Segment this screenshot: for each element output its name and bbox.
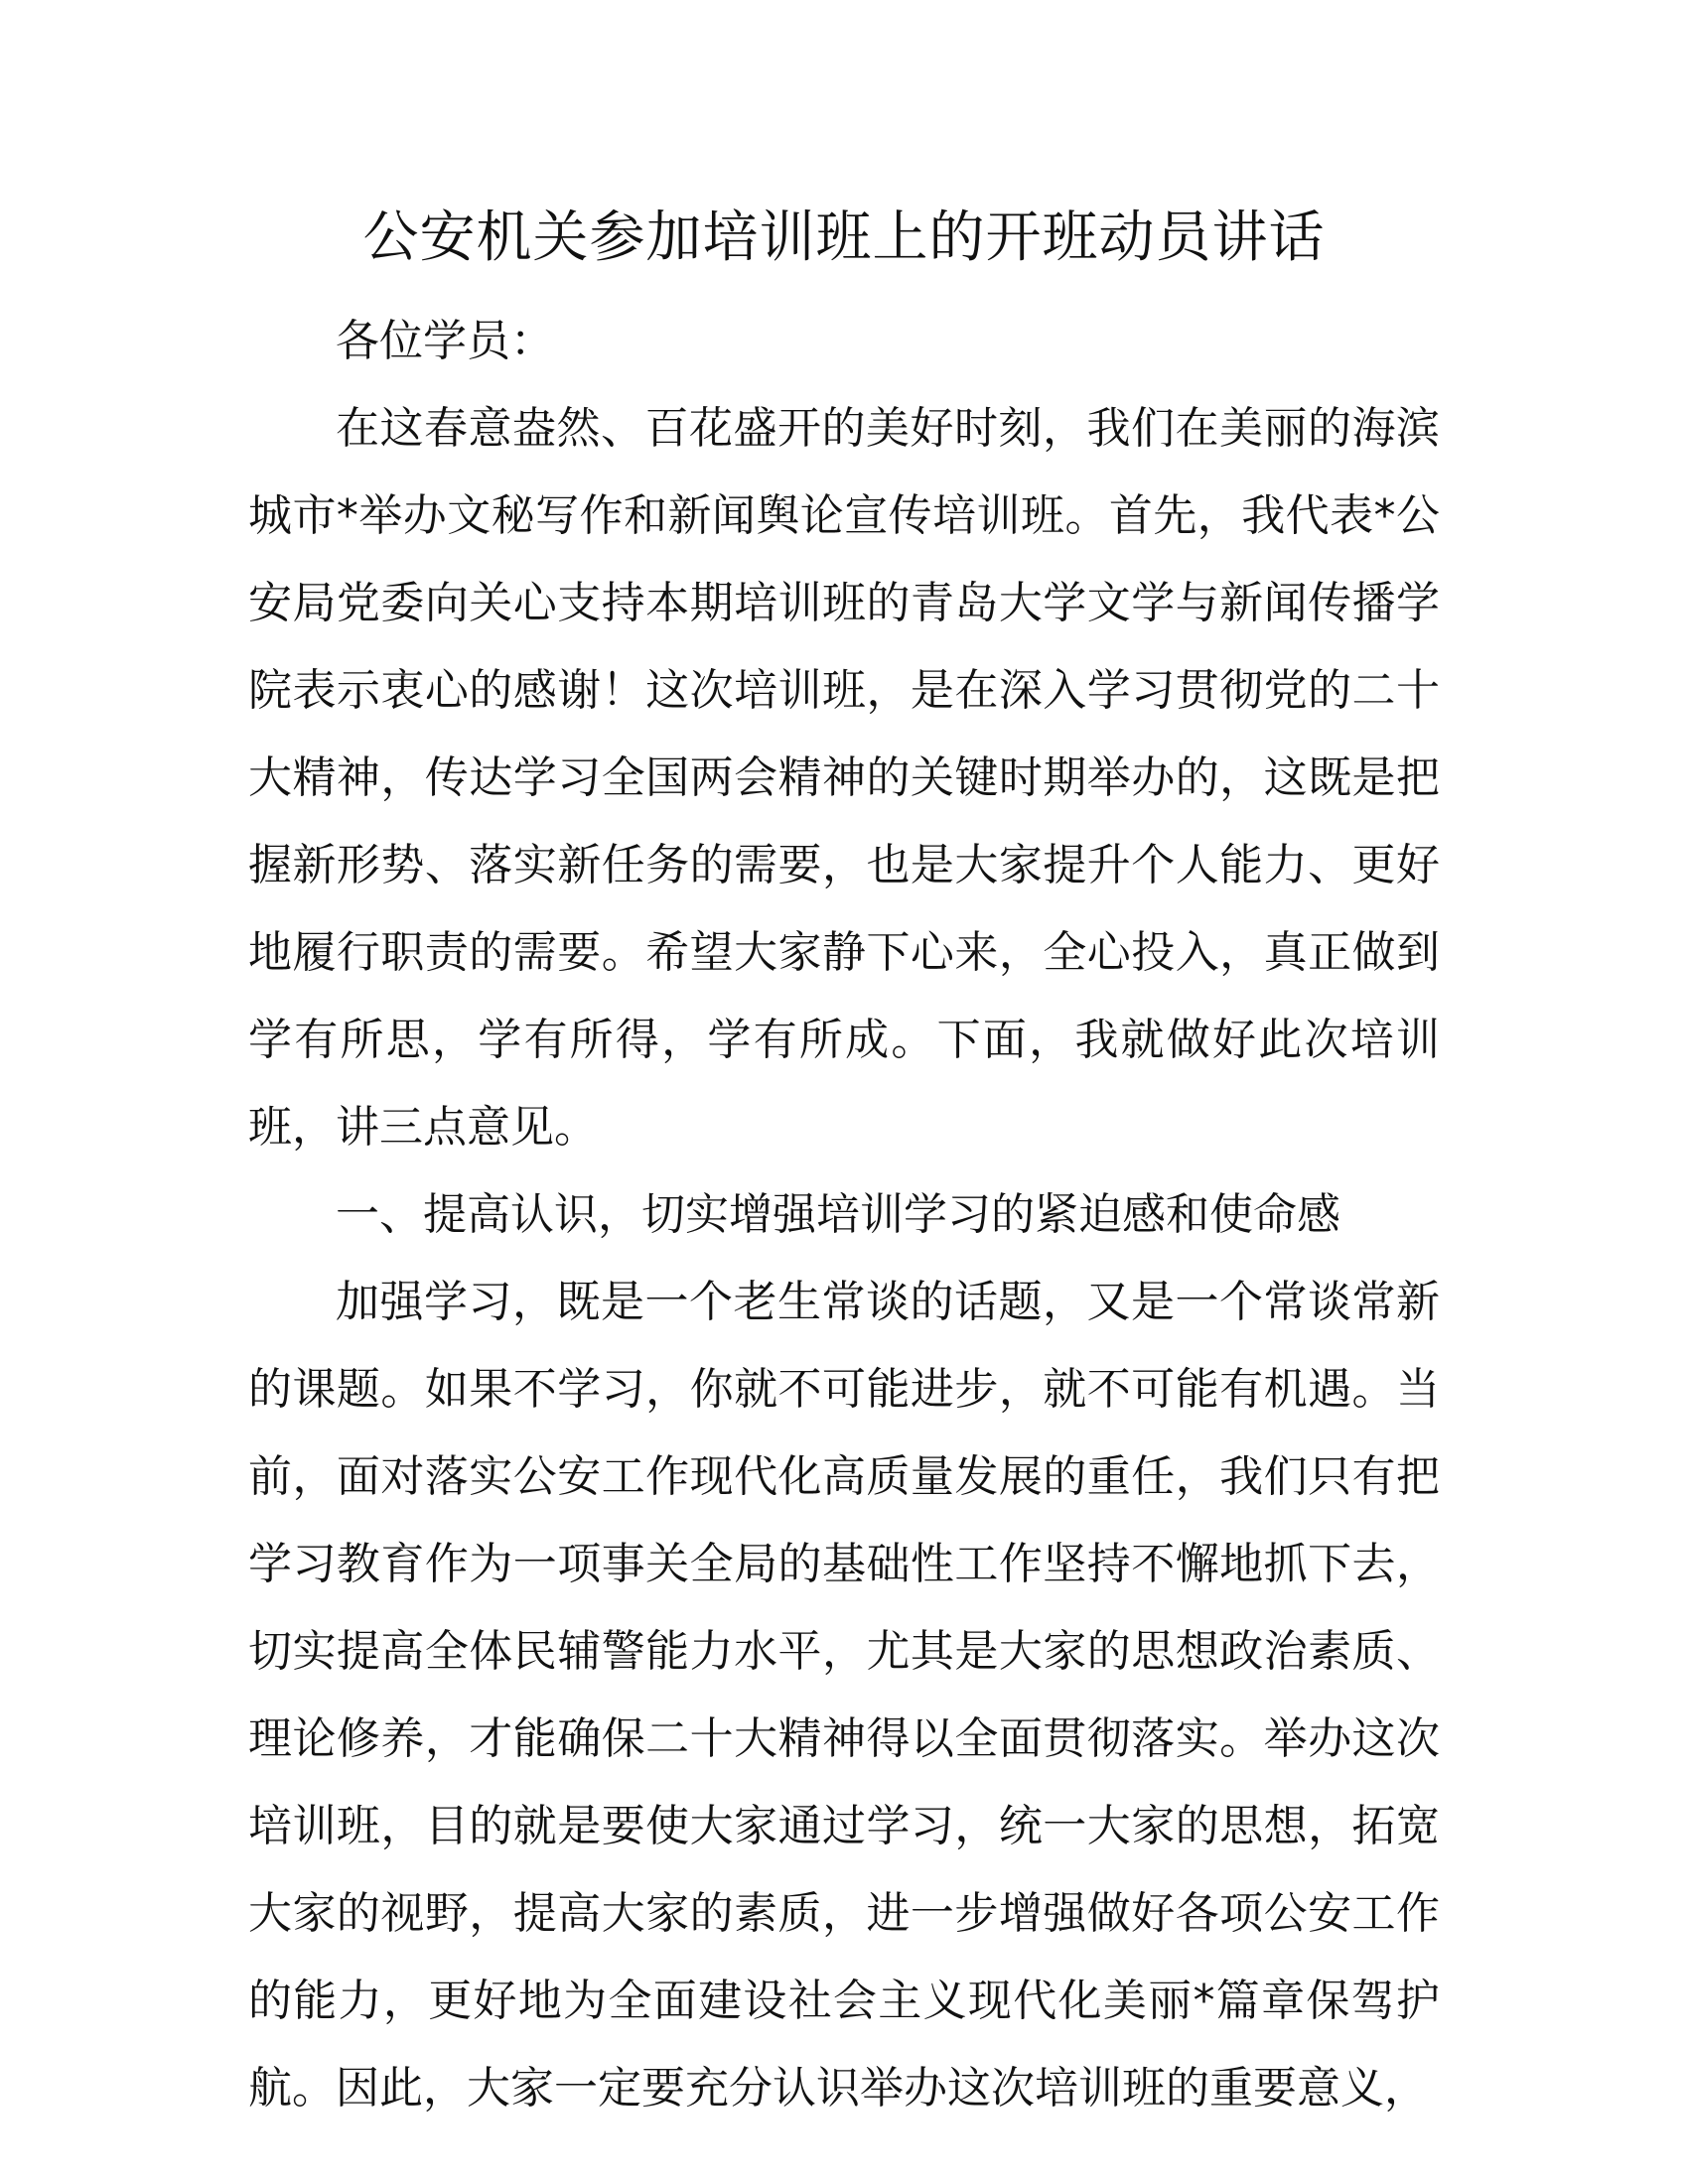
document-title: 公安机关参加培训班上的开班动员讲话	[362, 205, 1326, 270]
document-body	[248, 298, 1440, 2132]
paragraph-intro: 在这春意盎然、百花盛开的美好时刻，我们在美丽的海滨城市*举办文秘写作和新闻舆论宣传培训班。首先，我代表*公安局党委向关心支持本期培训班的青岛大学文学与新闻传播学院表示衷心的感谢！这次培训班，是在深入学习贯彻党的二十大精神，传达学习全国两会精神的关键时期举办的，这既是把握新形势、落实新任务的需要，也是大家提升个人能力、更好地履行职责的需要。希望大家静下心来，全心投入，真正做到学有所思，学有所得，学有所成。下面，我就做好此次培训班，讲三点意见。	[248, 403, 1440, 1153]
salutation: 各位学员：	[336, 316, 554, 366]
section-heading-1: 一、提高认识，切实增强培训学习的紧迫感和使命感	[336, 1189, 1340, 1240]
paragraph-section-1: 加强学习，既是一个老生常谈的话题，又是一个常谈常新的课题。如果不学习，你就不可能进步，就不可能有机遇。当前，面对落实公安工作现代化高质量发展的重任，我们只有把学习教育作为一项事关全局的基础性工作坚持不懈地抓下去，切实提高全体民辅警能力水平，尤其是大家的思想政治素质、理论修养，才能确保二十大精神得以全面贯彻落实。举办这次培训班，目的就是要使大家通过学习，统一大家的思想，拓宽大家的视野，提高大家的素质，进一步增强做好各项公安工作的能力，更好地为全面建设社会主义现代化美丽*篇章保驾护航。因此，大家一定要充分认识举办这次培训班的重要意义，	[248, 1277, 1440, 2114]
